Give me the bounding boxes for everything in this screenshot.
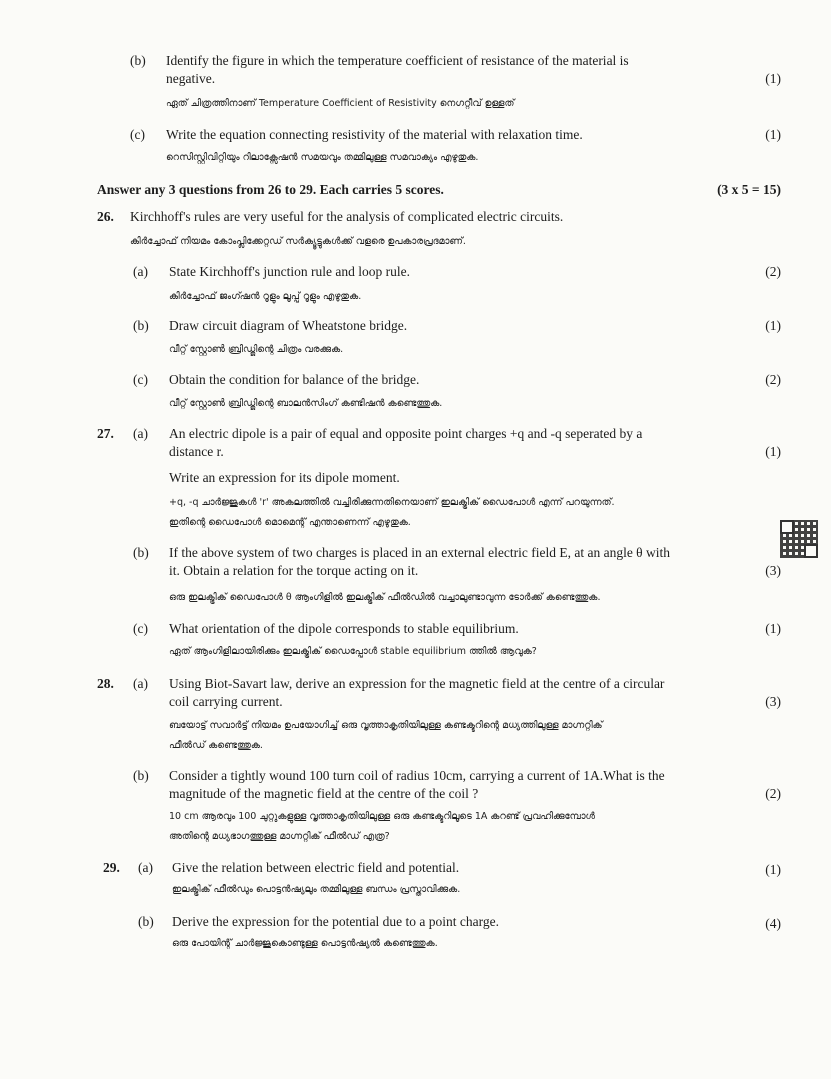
section-score: (3 x 5 = 15) xyxy=(717,182,781,197)
malayalam-text: റെസിസ്റ്റിവിറ്റിയും റിലാക്സേഷൻ സമയവും തമ്മിലുള്ള സമവാക്യം എഴുതുക. xyxy=(166,152,479,163)
qr-code-icon xyxy=(780,520,818,558)
part-label: (b) xyxy=(133,768,149,783)
question-text: Kirchhoff's rules are very useful for the analysis of complicated electric circuits. xyxy=(130,209,564,224)
part-label: (b) xyxy=(133,318,149,333)
malayalam-text: 10 cm ആരവും 100 ചുറ്റുകളുള്ള വൃത്താകൃതിയിലുള്ള ഒരു കണ്ടക്ടറിലൂടെ 1A കറണ്ട് പ്രവഹിക്കുമ്പോൾ xyxy=(169,811,596,822)
malayalam-text: ഒരു പോയിന്റ് ചാർജ്ജുകൊണ്ടുള്ള പൊട്ടൻഷ്യൽ കണ്ടെത്തുക. xyxy=(172,938,438,949)
part-label: (a) xyxy=(138,860,153,875)
malayalam-text: ഇതിന്റെ ഡൈപോൾ മൊമെന്റ് എന്താണെന്ന് എഴുതുക. xyxy=(169,517,411,528)
part-label: (c) xyxy=(130,127,145,142)
part-label: (c) xyxy=(133,372,148,387)
score-mark: (1) xyxy=(765,621,781,636)
malayalam-text: കിർച്ചോഫ് ജംഗ്ഷൻ റൂളും ലൂപ്പ് റൂളും എഴുതുക. xyxy=(169,291,362,302)
question-text: Obtain the condition for balance of the bridge. xyxy=(169,372,420,387)
score-mark: (2) xyxy=(765,372,781,387)
score-mark: (1) xyxy=(765,318,781,333)
question-text: An electric dipole is a pair of equal and opposite point charges +q and -q seperated by a xyxy=(169,426,643,441)
question-text: What orientation of the dipole corresponds to stable equilibrium. xyxy=(169,621,519,636)
score-mark: (2) xyxy=(765,786,781,801)
score-mark: (4) xyxy=(765,916,781,931)
score-mark: (1) xyxy=(765,444,781,459)
question-text: Give the relation between electric field and potential. xyxy=(172,860,460,875)
malayalam-text: ബയോട്ട് സവാർട്ട് നിയമം ഉപയോഗിച്ച് ഒരു വൃത്താകൃതിയിലുള്ള കണ്ടക്ടറിന്റെ മധ്യത്തിലുള്ള മാഗ്നറ്റിക് xyxy=(169,720,603,731)
part-label: (b) xyxy=(138,914,154,929)
score-mark: (1) xyxy=(765,71,781,86)
part-label: (a) xyxy=(133,264,148,279)
question-text: Using Biot-Savart law, derive an expression for the magnetic field at the centre of a circular xyxy=(169,676,665,691)
score-mark: (3) xyxy=(765,694,781,709)
question-text: Derive the expression for the potential due to a point charge. xyxy=(172,914,500,929)
question-text: State Kirchhoff's junction rule and loop rule. xyxy=(169,264,411,279)
score-mark: (3) xyxy=(765,563,781,578)
question-number: 27. xyxy=(97,426,114,441)
malayalam-text: ഒരു ഇലക്ട്രിക് ഡൈപോൾ θ ആംഗിളിൽ ഇലക്ട്രിക് ഫീൽഡിൽ വച്ചാലുണ്ടാവുന്ന ടോർക്ക് കണ്ടെത്തുക. xyxy=(169,592,601,603)
question-text: Consider a tightly wound 100 turn coil of radius 10cm, carrying a current of 1A.What is the xyxy=(169,768,665,783)
part-label: (b) xyxy=(130,53,146,68)
score-mark: (1) xyxy=(765,127,781,142)
question-text: Write the equation connecting resistivity of the material with relaxation time. xyxy=(166,127,583,142)
malayalam-text: വീറ്റ് സ്റ്റോൺ ബ്രിഡ്ജിന്റെ ബാലൻസിംഗ് കണ്ടിഷൻ കണ്ടെത്തുക. xyxy=(169,398,443,409)
question-text: coil carrying current. xyxy=(169,694,283,709)
question-text: negative. xyxy=(166,71,216,86)
malayalam-text: +q, -q ചാർജ്ജുകൾ 'r' അകലത്തിൽ വച്ചിരിക്കുന്നതിനെയാണ് ഇലക്ട്രിക് ഡൈപോൾ എന്ന് പറയുന്നത്. xyxy=(169,497,615,508)
question-number: 26. xyxy=(97,209,114,224)
question-text: magnitude of the magnetic field at the centre of the coil ? xyxy=(169,786,479,801)
question-text: Draw circuit diagram of Wheatstone bridge. xyxy=(169,318,408,333)
question-text: distance r. xyxy=(169,444,224,459)
malayalam-text: വീറ്റ് സ്റ്റോൺ ബ്രിഡ്ജിന്റെ ചിത്രം വരക്കുക. xyxy=(169,344,344,355)
section-instruction: Answer any 3 questions from 26 to 29. Each carries 5 scores. xyxy=(97,182,444,197)
question-text: it. Obtain a relation for the torque acting on it. xyxy=(169,563,419,578)
malayalam-text: അതിന്റെ മധ്യഭാഗത്തുള്ള മാഗ്നറ്റിക് ഫീൽഡ് എത്ര? xyxy=(169,831,390,842)
question-number: 29. xyxy=(103,860,120,875)
question-text: Identify the figure in which the temperature coefficient of resistance of the material is xyxy=(166,53,629,68)
score-mark: (1) xyxy=(765,862,781,877)
malayalam-text: ഏത് ആംഗിളിലായിരിക്കും ഇലക്ട്രിക് ഡൈപ്പോൾ stable equilibrium ത്തിൽ ആവുക? xyxy=(169,646,537,657)
part-label: (a) xyxy=(133,676,148,691)
malayalam-text: ഫീൽഡ് കണ്ടെത്തുക. xyxy=(169,740,263,751)
score-mark: (2) xyxy=(765,264,781,279)
question-text: Write an expression for its dipole moment. xyxy=(169,470,400,485)
question-number: 28. xyxy=(97,676,114,691)
malayalam-text: ഇലക്ട്രിക് ഫീൽഡും പൊട്ടൻഷ്യലും തമ്മിലുള്ള ബന്ധം പ്രസ്താവിക്കുക. xyxy=(172,884,461,895)
part-label: (b) xyxy=(133,545,149,560)
part-label: (c) xyxy=(133,621,148,636)
malayalam-text: കിർച്ചോഫ് നിയമം കോംപ്ലിക്കേറ്റഡ് സർക്യൂട്ടുകൾക്ക് വളരെ ഉപകാരപ്രദമാണ്. xyxy=(130,236,466,247)
question-text: If the above system of two charges is placed in an external electric field E, at an angle θ with xyxy=(169,545,671,560)
malayalam-text: ഏത് ചിത്രത്തിനാണ് Temperature Coefficient of Resistivity നെഗറ്റീവ് ഉള്ളത് xyxy=(166,98,515,109)
part-label: (a) xyxy=(133,426,148,441)
